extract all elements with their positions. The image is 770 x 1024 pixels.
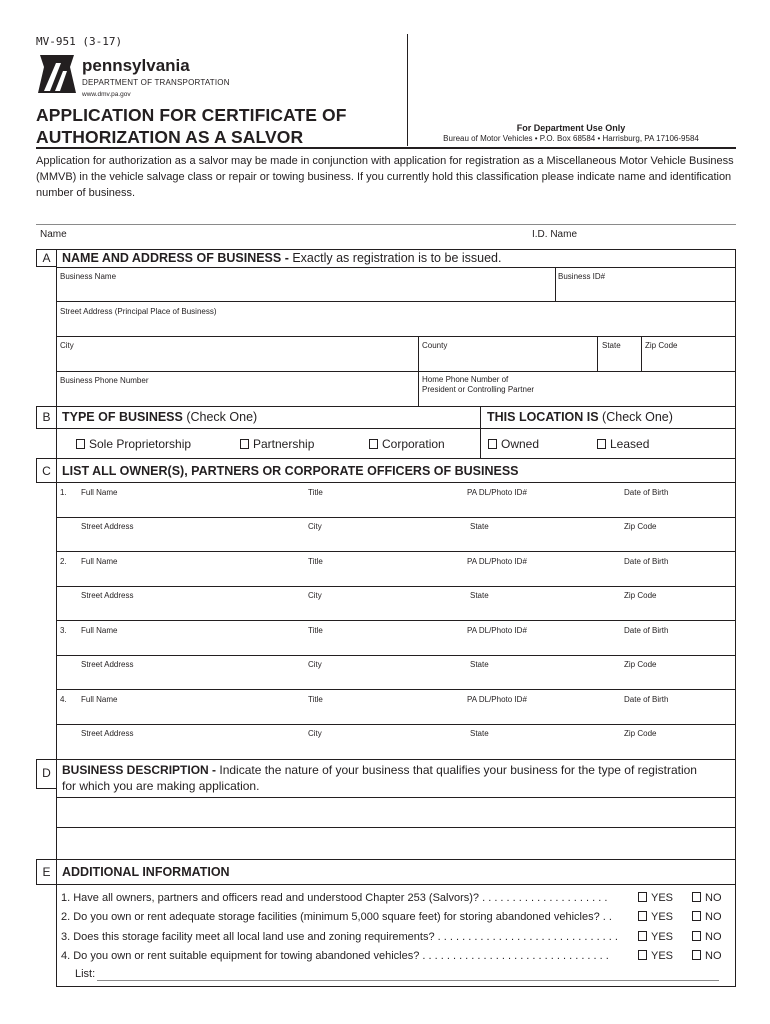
owner-3-state[interactable]: State [470,660,489,669]
owner-2-mid-rule [56,586,736,587]
section-d-title: BUSINESS DESCRIPTION - [62,763,220,777]
section-c-heading: LIST ALL OWNER(S), PARTNERS OR CORPORATE OFFICERS OF BUSINESS [62,464,519,478]
section-c-top-rule [36,458,736,459]
question-2-yes[interactable] [638,911,673,923]
section-b-top-rule [36,406,736,407]
partnership-checkbox[interactable] [240,437,314,451]
question-1-yes[interactable] [638,892,673,904]
owner-2-pa-dl[interactable]: PA DL/Photo ID# [467,557,527,566]
section-d-top-rule [36,759,736,760]
no-label: NO [705,931,722,943]
yes-label: YES [651,931,674,943]
owner-3-number: 3. [60,626,67,635]
section-e-top-rule [36,859,736,860]
question-4-yes[interactable] [638,950,673,962]
owner-3-street[interactable]: Street Address [81,660,134,669]
checkbox-icon [638,931,647,941]
partnership-label: Partnership [253,437,315,451]
checkbox-icon [240,439,249,449]
section-b-letter: B [42,410,51,424]
section-b-heading [62,410,257,424]
owner-1-city[interactable]: City [308,522,322,531]
corporation-label: Corporation [382,437,445,451]
section-d-letter: D [42,766,51,780]
state-divider [597,336,598,371]
question-1-no[interactable] [692,892,722,904]
checkbox-icon [638,950,647,960]
equipment-list-input[interactable] [97,980,719,981]
yes-label: YES [651,950,674,962]
department-address: Bureau of Motor Vehicles • P.O. Box 68584 • Harrisburg, PA 17106-9584 [443,134,699,143]
owned-label: Owned [501,437,540,451]
section-a-note: Exactly as registration is to be issued. [292,251,502,265]
checkbox-icon [692,911,701,921]
business-id-divider [555,267,556,301]
owner-2-state[interactable]: State [470,591,489,600]
question-1: 1. Have all owners, partners and officers read and understood Chapter 253 (Salvors)? . . . . . . . . . . . . . . . . . . . . . [61,892,608,904]
penndot-logo [36,53,236,101]
owner-4-mid-rule [56,724,736,725]
section-e-letter: E [42,865,51,879]
section-a-letter: A [42,251,51,265]
location-divider [480,406,481,458]
home-phone-field[interactable] [422,375,534,395]
owner-4-street[interactable]: Street Address [81,729,134,738]
county-field[interactable]: County [422,341,448,350]
section-e-letter-bottom [36,884,57,885]
department-use-label: For Department Use Only [516,123,626,133]
owner-4-dob[interactable]: Date of Birth [624,695,669,704]
name-id-fill-line[interactable] [36,224,736,225]
form-bottom-border [56,986,736,987]
page-title [36,104,347,148]
owner-3-dob[interactable]: Date of Birth [624,626,669,635]
section-b-header-rule [56,428,736,429]
row-a2-rule [56,336,736,337]
checkbox-icon [488,439,497,449]
section-d-note-2: for which you are making application. [62,779,260,793]
owner-2-bottom-rule [56,620,736,621]
section-b-letter-bottom [36,428,57,429]
checkbox-icon [597,439,606,449]
checkbox-icon [692,950,701,960]
business-name-field[interactable]: Business Name [60,272,117,281]
owner-3-title[interactable]: Title [308,626,323,635]
title-line-1: APPLICATION FOR CERTIFICATE OF [36,105,347,125]
checkbox-icon [76,439,85,449]
owner-3-zip[interactable]: Zip Code [624,660,657,669]
owner-2-full-name[interactable]: Full Name [81,557,118,566]
owner-1-number: 1. [60,488,67,497]
city-field[interactable]: City [60,341,74,350]
section-c-letter-bottom [36,482,57,483]
yes-label: YES [651,911,674,923]
section-d-note: Indicate the nature of your business that qualifies your business for the type of registration [219,763,697,777]
question-3-no[interactable] [692,931,722,943]
owner-2-street[interactable]: Street Address [81,591,134,600]
section-a-heading [62,251,501,265]
leased-label: Leased [610,437,650,451]
form-right-border [735,249,736,987]
row-a3-rule [56,371,736,372]
section-d-heading [62,762,734,794]
section-d-letter-bottom [36,788,57,789]
row-a1-rule [56,301,736,302]
location-title: THIS LOCATION IS [487,410,603,424]
section-b-note: (Check One) [186,410,258,424]
owner-4-full-name[interactable]: Full Name [81,695,118,704]
no-label: NO [705,892,722,904]
no-label: NO [705,911,722,923]
owner-1-title[interactable]: Title [308,488,323,497]
owner-1-full-name[interactable]: Full Name [81,488,118,497]
section-a-header-rule [56,267,736,268]
checkbox-icon [638,892,647,902]
business-phone-field[interactable]: Business Phone Number [60,376,149,385]
zip-divider [641,336,642,371]
owner-1-mid-rule [56,517,736,518]
logo-department: DEPARTMENT OF TRANSPORTATION [82,78,230,87]
owner-2-number: 2. [60,557,67,566]
section-c-header-rule [56,482,736,483]
section-e-heading: ADDITIONAL INFORMATION [62,865,230,879]
owner-2-dob[interactable]: Date of Birth [624,557,669,566]
owner-1-pa-dl[interactable]: PA DL/Photo ID# [467,488,527,497]
checkbox-icon [638,911,647,921]
question-3-yes[interactable] [638,931,673,943]
intro-name-label: Name [40,229,67,240]
section-a-top-rule [36,249,736,250]
question-2-no[interactable] [692,911,722,923]
section-b-title: TYPE OF BUSINESS [62,410,187,424]
owner-4-zip[interactable]: Zip Code [624,729,657,738]
section-a-letter-bottom [36,266,57,267]
owner-3-mid-rule [56,655,736,656]
letter-column-divider [56,249,57,987]
description-line-2[interactable] [56,827,736,828]
home-phone-label-1: Home Phone Number of [422,375,509,384]
yes-label: YES [651,892,674,904]
question-4-no[interactable] [692,950,722,962]
header-bottom-rule [36,147,736,149]
owner-1-bottom-rule [56,551,736,552]
section-c-letter: C [42,464,51,478]
sole-proprietorship-checkbox[interactable] [76,437,191,451]
business-id-field[interactable]: Business ID# [558,272,606,281]
zip-field[interactable]: Zip Code [645,341,678,350]
owner-1-dob[interactable]: Date of Birth [624,488,669,497]
title-line-2: AUTHORIZATION AS A SALVOR [36,127,304,147]
owner-1-state[interactable]: State [470,522,489,531]
owner-4-state[interactable]: State [470,729,489,738]
intro-id-name-label: I.D. Name [532,229,578,240]
corporation-checkbox[interactable] [369,437,445,451]
question-4: 4. Do you own or rent suitable equipment for towing abandoned vehicles? . . . . . . . . . . . . . . . . . . . . . . . . . . . . . . . [61,950,609,962]
owner-3-city[interactable]: City [308,660,322,669]
no-label: NO [705,950,722,962]
owner-4-pa-dl[interactable]: PA DL/Photo ID# [467,695,527,704]
owner-3-full-name[interactable]: Full Name [81,626,118,635]
leased-checkbox[interactable] [597,437,649,451]
question-3: 3. Does this storage facility meet all local land use and zoning requirements? . . . . . . . . . . . . . . . . . . . . . . . . . . . . . . [61,931,618,943]
street-address-field[interactable]: Street Address (Principal Place of Business) [60,307,217,316]
checkbox-icon [369,439,378,449]
home-phone-label-2: President or Controlling Partner [422,385,535,394]
owner-4-number: 4. [60,695,67,704]
checkbox-icon [692,931,701,941]
description-line-1[interactable] [56,797,736,798]
owner-2-zip[interactable]: Zip Code [624,591,657,600]
question-2: 2. Do you own or rent adequate storage facilities (minimum 5,000 square feet) for storing abandoned vehicles? . . [61,911,612,923]
form-number: MV-951 (3-17) [36,35,123,48]
location-heading [487,410,673,424]
logo-state-name: pennsylvania [82,56,190,75]
owner-4-city[interactable]: City [308,729,322,738]
owner-1-zip[interactable]: Zip Code [624,522,657,531]
intro-paragraph: Application for authorization as a salvor may be made in conjunction with application for registration as a Miscellaneous Motor Vehicle Business (MMVB) in the vehicle salvage class or repair or towing business. If you currently hold this classification please indicate name and identification number of business. [36,155,734,199]
state-field[interactable]: State [602,341,621,350]
location-note: (Check One) [602,410,673,424]
owner-1-street[interactable]: Street Address [81,522,134,531]
owned-checkbox[interactable] [488,437,539,451]
owner-4-title[interactable]: Title [308,695,323,704]
sole-proprietorship-label: Sole Proprietorship [89,437,192,451]
section-e-header-rule [56,884,736,885]
owner-2-title[interactable]: Title [308,557,323,566]
owner-3-bottom-rule [56,689,736,690]
owner-2-city[interactable]: City [308,591,322,600]
owner-3-pa-dl[interactable]: PA DL/Photo ID# [467,626,527,635]
equipment-list-label: List: [75,968,96,980]
section-a-title: NAME AND ADDRESS OF BUSINESS - [62,251,293,265]
keystone-logo-icon [36,53,78,95]
checkbox-icon [692,892,701,902]
logo-url: www.dmv.pa.gov [82,91,131,98]
